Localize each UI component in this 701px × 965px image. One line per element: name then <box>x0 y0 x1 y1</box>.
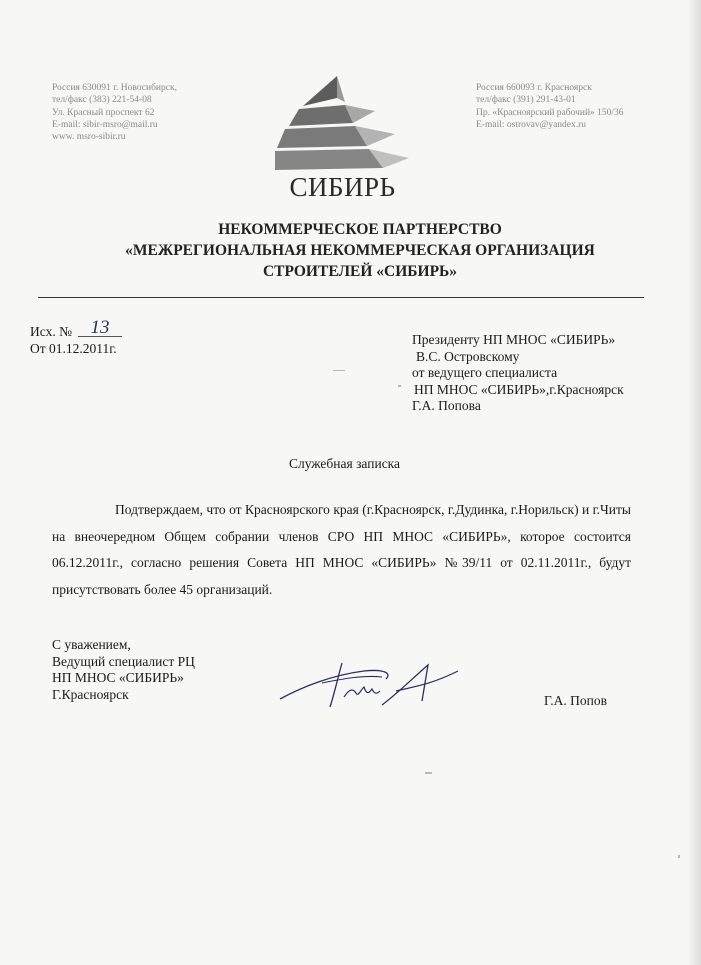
addressee-block <box>412 332 624 415</box>
scan-mark <box>678 855 680 858</box>
left-address-line: E-mail: sibir-msro@mail.ru <box>52 119 158 130</box>
addressee-line: НП МНОС «СИБИРЬ»,г.Красноярск <box>414 381 624 397</box>
outgoing-reference <box>30 317 122 357</box>
memo-title: Служебная записка <box>288 456 401 471</box>
reference-number-row <box>30 317 122 340</box>
addressee-line: Г.А. Попова <box>412 398 481 413</box>
scan-mark <box>398 385 401 387</box>
left-address-line: www. msro-sibir.ru <box>52 132 126 143</box>
org-name-line: СТРОИТЕЛЕЙ «СИБИРЬ» <box>262 263 458 280</box>
brand-name: СИБИРЬ <box>289 172 396 202</box>
org-name-line: «МЕЖРЕГИОНАЛЬНАЯ НЕКОММЕРЧЕСКАЯ ОРГАНИЗАЦИЯ <box>125 242 595 259</box>
left-address-line: Ул. Красный проспект 62 <box>52 107 155 118</box>
right-address-block <box>476 82 624 131</box>
handwritten-signature <box>272 657 462 715</box>
sibir-pyramid-logo <box>275 76 409 172</box>
left-address-line: тел/факс (383) 221-54-08 <box>52 95 152 106</box>
reference-number-handwritten: 13 <box>78 319 122 337</box>
organization-name <box>40 219 680 282</box>
right-address-line: Пр. «Красноярский рабочий» 150/36 <box>476 107 624 118</box>
right-address-line: тел/факс (391) 291-43-01 <box>476 95 576 106</box>
closing-block <box>52 637 195 703</box>
org-name-line: НЕКОММЕРЧЕСКОЕ ПАРТНЕРСТВО <box>218 221 502 238</box>
header-divider <box>38 297 644 298</box>
addressee-line: Президенту НП МНОС «СИБИРЬ» <box>412 332 616 347</box>
addressee-line: от ведущего специалиста <box>412 365 558 380</box>
signer-name: Г.А. Попов <box>544 693 608 708</box>
memo-body: Подтверждаем, что от Красноярского края (г.Красноярск, г.Дудинка, г.Норильск) и г.Читы на внеочередном Общем собрании членов СРО НП МНОС «СИБИРЬ», которое состоится 06.12.2011г., согласно решения Совета НП МНОС «СИБИРЬ» №39/11 от 02.11.2011г., будут присутствовать более 45 организаций. <box>52 502 631 597</box>
closing-line: Ведущий специалист РЦ <box>52 653 195 669</box>
right-address-line: E-mail: ostrovav@yandex.ru <box>476 119 587 130</box>
scan-edge-shadow <box>687 0 701 965</box>
left-address-block <box>52 82 177 143</box>
addressee-line: В.С. Островскому <box>416 348 520 364</box>
scan-mark <box>333 370 345 371</box>
closing-line: С уважением, <box>52 637 131 652</box>
reference-date: От 01.12.2011г. <box>30 341 117 356</box>
scan-mark <box>425 772 432 774</box>
closing-line: НП МНОС «СИБИРЬ» <box>52 670 184 685</box>
reference-number-label: Исх. № <box>30 324 72 339</box>
left-address-line: Россия 630091 г. Новосибирск, <box>52 83 177 93</box>
right-address-line: Россия 660093 г. Красноярск <box>476 83 592 93</box>
closing-line: Г.Красноярск <box>52 686 129 702</box>
